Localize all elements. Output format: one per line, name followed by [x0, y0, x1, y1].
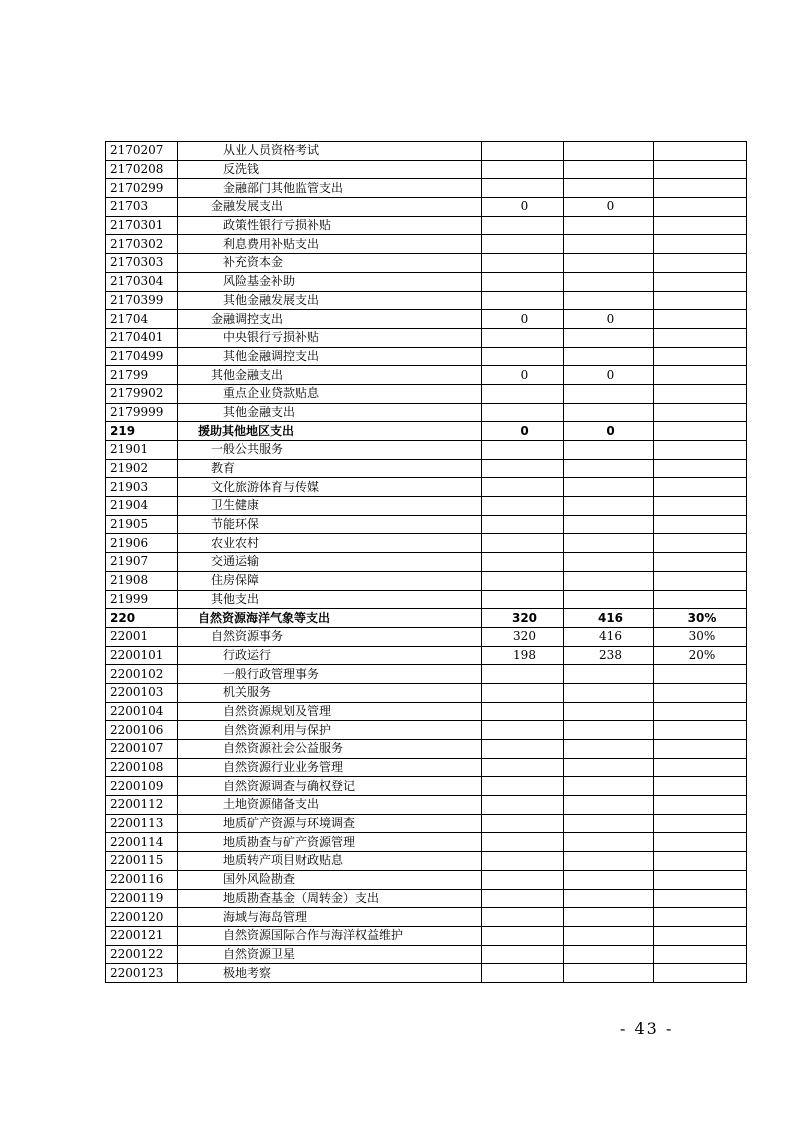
- table-row: [106, 310, 747, 329]
- table-row: [106, 964, 747, 983]
- cell-code: 2170207: [106, 142, 178, 161]
- cell-code: 2200104: [106, 702, 178, 721]
- cell-name: 自然资源行业业务管理: [178, 758, 482, 777]
- cell-name: 援助其他地区支出: [178, 422, 482, 441]
- cell-name: 极地考察: [178, 964, 482, 983]
- table-row: [106, 665, 747, 684]
- cell-code: 2200107: [106, 740, 178, 759]
- cell-value-1: [482, 179, 564, 198]
- page-number: - 43 -: [620, 1019, 674, 1038]
- cell-value-1: [482, 702, 564, 721]
- table-row: [106, 609, 747, 628]
- table-row: [106, 403, 747, 422]
- cell-value-2: 0: [564, 310, 654, 329]
- cell-value-1: [482, 889, 564, 908]
- cell-name: 文化旅游体育与传媒: [178, 478, 482, 497]
- cell-value-2: [564, 235, 654, 254]
- cell-code: 2170302: [106, 235, 178, 254]
- cell-value-2: [564, 441, 654, 460]
- cell-value-3: [654, 702, 747, 721]
- cell-value-2: [564, 478, 654, 497]
- cell-name: 一般公共服务: [178, 441, 482, 460]
- table-row: [106, 216, 747, 235]
- cell-name: 自然资源调查与确权登记: [178, 777, 482, 796]
- cell-value-2: [564, 665, 654, 684]
- table-row: [106, 889, 747, 908]
- cell-value-3: [654, 571, 747, 590]
- cell-code: 22001: [106, 627, 178, 646]
- table-row: [106, 553, 747, 572]
- cell-value-2: [564, 291, 654, 310]
- cell-name: 教育: [178, 459, 482, 478]
- cell-name: 自然资源利用与保护: [178, 721, 482, 740]
- cell-value-3: [654, 889, 747, 908]
- cell-value-1: 0: [482, 198, 564, 217]
- cell-value-1: [482, 721, 564, 740]
- cell-value-1: 0: [482, 366, 564, 385]
- cell-code: 2200102: [106, 665, 178, 684]
- cell-value-2: [564, 216, 654, 235]
- cell-value-2: [564, 702, 654, 721]
- cell-name: 其他金融调控支出: [178, 347, 482, 366]
- cell-value-2: [564, 384, 654, 403]
- cell-value-3: 30%: [654, 609, 747, 628]
- cell-value-1: [482, 553, 564, 572]
- cell-code: 21903: [106, 478, 178, 497]
- cell-code: 2170401: [106, 328, 178, 347]
- cell-code: 2170208: [106, 160, 178, 179]
- cell-value-3: [654, 945, 747, 964]
- cell-value-3: [654, 814, 747, 833]
- cell-value-3: [654, 160, 747, 179]
- cell-value-2: [564, 870, 654, 889]
- cell-value-2: [564, 908, 654, 927]
- cell-value-2: 416: [564, 609, 654, 628]
- cell-code: 2200109: [106, 777, 178, 796]
- cell-value-2: [564, 553, 654, 572]
- cell-value-3: [654, 852, 747, 871]
- cell-value-2: [564, 403, 654, 422]
- cell-value-1: 0: [482, 310, 564, 329]
- cell-value-3: [654, 740, 747, 759]
- cell-name: 反洗钱: [178, 160, 482, 179]
- cell-value-2: [564, 142, 654, 161]
- cell-value-1: [482, 777, 564, 796]
- cell-value-2: [564, 758, 654, 777]
- cell-value-2: [564, 777, 654, 796]
- table-row: [106, 384, 747, 403]
- cell-name: 地质勘查与矿产资源管理: [178, 833, 482, 852]
- cell-value-3: [654, 478, 747, 497]
- cell-code: 21907: [106, 553, 178, 572]
- cell-code: 220: [106, 609, 178, 628]
- cell-value-1: [482, 142, 564, 161]
- cell-value-3: [654, 328, 747, 347]
- table-row: [106, 646, 747, 665]
- cell-name: 自然资源国际合作与海洋权益维护: [178, 926, 482, 945]
- table-row: [106, 459, 747, 478]
- cell-value-1: 320: [482, 609, 564, 628]
- table-row: [106, 814, 747, 833]
- cell-value-3: [654, 347, 747, 366]
- cell-value-3: [654, 441, 747, 460]
- cell-value-2: 0: [564, 422, 654, 441]
- table-row: [106, 366, 747, 385]
- table-row: [106, 796, 747, 815]
- cell-value-1: [482, 852, 564, 871]
- cell-code: 2200103: [106, 683, 178, 702]
- cell-code: 2179999: [106, 403, 178, 422]
- cell-code: 21901: [106, 441, 178, 460]
- cell-value-3: [654, 198, 747, 217]
- cell-name: 金融部门其他监管支出: [178, 179, 482, 198]
- table-row: [106, 721, 747, 740]
- cell-value-1: [482, 347, 564, 366]
- cell-value-3: [654, 142, 747, 161]
- cell-name: 其他金融发展支出: [178, 291, 482, 310]
- cell-code: 219: [106, 422, 178, 441]
- cell-value-1: [482, 328, 564, 347]
- cell-value-1: [482, 515, 564, 534]
- table-row: [106, 198, 747, 217]
- table-row: [106, 328, 747, 347]
- cell-value-3: [654, 254, 747, 273]
- cell-value-1: [482, 384, 564, 403]
- cell-value-3: [654, 366, 747, 385]
- cell-value-3: [654, 777, 747, 796]
- cell-value-2: 0: [564, 198, 654, 217]
- cell-value-3: [654, 291, 747, 310]
- cell-code: 2170304: [106, 272, 178, 291]
- table-row: [106, 777, 747, 796]
- cell-value-1: [482, 926, 564, 945]
- cell-value-1: [482, 497, 564, 516]
- cell-code: 2170399: [106, 291, 178, 310]
- cell-value-3: 30%: [654, 627, 747, 646]
- table-row: [106, 272, 747, 291]
- table-row: [106, 945, 747, 964]
- cell-code: 2200119: [106, 889, 178, 908]
- cell-value-3: [654, 683, 747, 702]
- table-row: [106, 683, 747, 702]
- table-row: [106, 758, 747, 777]
- cell-value-2: [564, 721, 654, 740]
- cell-value-3: [654, 721, 747, 740]
- cell-value-2: [564, 160, 654, 179]
- table-row: [106, 926, 747, 945]
- cell-value-3: [654, 403, 747, 422]
- cell-code: 2200115: [106, 852, 178, 871]
- cell-code: 2200123: [106, 964, 178, 983]
- cell-value-2: [564, 945, 654, 964]
- cell-value-3: [654, 384, 747, 403]
- cell-code: 2200121: [106, 926, 178, 945]
- cell-name: 地质勘查基金（周转金）支出: [178, 889, 482, 908]
- table-row: [106, 702, 747, 721]
- table-row: [106, 441, 747, 460]
- table-row: [106, 347, 747, 366]
- cell-value-3: [654, 796, 747, 815]
- cell-name: 重点企业贷款贴息: [178, 384, 482, 403]
- table-row: [106, 627, 747, 646]
- cell-value-1: [482, 908, 564, 927]
- cell-name: 利息费用补贴支出: [178, 235, 482, 254]
- cell-value-1: [482, 254, 564, 273]
- cell-code: 21999: [106, 590, 178, 609]
- cell-code: 2170299: [106, 179, 178, 198]
- cell-value-2: [564, 272, 654, 291]
- cell-value-1: [482, 571, 564, 590]
- table-row: [106, 833, 747, 852]
- cell-value-1: [482, 272, 564, 291]
- cell-name: 海域与海岛管理: [178, 908, 482, 927]
- cell-value-1: [482, 459, 564, 478]
- cell-name: 农业农村: [178, 534, 482, 553]
- cell-value-3: [654, 553, 747, 572]
- table-row: [106, 422, 747, 441]
- cell-code: 21902: [106, 459, 178, 478]
- cell-code: 2170301: [106, 216, 178, 235]
- cell-value-2: [564, 347, 654, 366]
- cell-value-2: [564, 889, 654, 908]
- cell-name: 一般行政管理事务: [178, 665, 482, 684]
- cell-value-3: [654, 422, 747, 441]
- table-row: [106, 497, 747, 516]
- cell-value-3: [654, 908, 747, 927]
- table-row: [106, 908, 747, 927]
- cell-value-3: [654, 833, 747, 852]
- cell-value-3: [654, 926, 747, 945]
- table-row: [106, 142, 747, 161]
- cell-value-1: [482, 590, 564, 609]
- cell-value-1: 0: [482, 422, 564, 441]
- cell-code: 2200120: [106, 908, 178, 927]
- cell-value-2: [564, 459, 654, 478]
- cell-name: 补充资本金: [178, 254, 482, 273]
- cell-code: 2200113: [106, 814, 178, 833]
- cell-value-1: [482, 235, 564, 254]
- cell-name: 住房保障: [178, 571, 482, 590]
- table-row: [106, 534, 747, 553]
- cell-name: 自然资源社会公益服务: [178, 740, 482, 759]
- cell-value-3: [654, 964, 747, 983]
- cell-code: 2200101: [106, 646, 178, 665]
- cell-value-3: [654, 665, 747, 684]
- cell-value-1: [482, 740, 564, 759]
- cell-code: 2200108: [106, 758, 178, 777]
- cell-name: 其他支出: [178, 590, 482, 609]
- cell-code: 2200114: [106, 833, 178, 852]
- cell-value-2: 238: [564, 646, 654, 665]
- budget-table-body: [106, 142, 747, 983]
- cell-value-3: [654, 497, 747, 516]
- cell-value-2: 416: [564, 627, 654, 646]
- table-row: [106, 179, 747, 198]
- cell-value-2: [564, 926, 654, 945]
- cell-code: 21905: [106, 515, 178, 534]
- cell-name: 卫生健康: [178, 497, 482, 516]
- cell-value-3: [654, 534, 747, 553]
- cell-value-1: [482, 160, 564, 179]
- cell-value-1: [482, 758, 564, 777]
- cell-name: 从业人员资格考试: [178, 142, 482, 161]
- cell-value-2: 0: [564, 366, 654, 385]
- table-row: [106, 291, 747, 310]
- cell-value-3: [654, 515, 747, 534]
- cell-code: 2200116: [106, 870, 178, 889]
- cell-value-1: [482, 216, 564, 235]
- cell-code: 2170303: [106, 254, 178, 273]
- cell-value-2: [564, 852, 654, 871]
- cell-value-2: [564, 515, 654, 534]
- cell-value-1: [482, 403, 564, 422]
- cell-value-1: [482, 291, 564, 310]
- cell-code: 2200122: [106, 945, 178, 964]
- cell-name: 自然资源卫星: [178, 945, 482, 964]
- cell-value-3: [654, 216, 747, 235]
- cell-value-3: [654, 590, 747, 609]
- cell-value-2: [564, 683, 654, 702]
- cell-value-2: [564, 497, 654, 516]
- table-row: [106, 515, 747, 534]
- cell-value-1: [482, 814, 564, 833]
- cell-value-3: [654, 179, 747, 198]
- cell-code: 21906: [106, 534, 178, 553]
- cell-value-2: [564, 328, 654, 347]
- cell-name: 自然资源海洋气象等支出: [178, 609, 482, 628]
- cell-name: 风险基金补助: [178, 272, 482, 291]
- cell-name: 土地资源储备支出: [178, 796, 482, 815]
- cell-value-2: [564, 179, 654, 198]
- cell-value-3: 20%: [654, 646, 747, 665]
- cell-value-1: [482, 833, 564, 852]
- cell-value-2: [564, 814, 654, 833]
- table-row: [106, 870, 747, 889]
- cell-value-3: [654, 235, 747, 254]
- cell-code: 2170499: [106, 347, 178, 366]
- cell-value-3: [654, 272, 747, 291]
- cell-code: 21703: [106, 198, 178, 217]
- table-row: [106, 254, 747, 273]
- cell-value-3: [654, 459, 747, 478]
- cell-value-2: [564, 833, 654, 852]
- table-row: [106, 740, 747, 759]
- table-row: [106, 590, 747, 609]
- cell-value-2: [564, 740, 654, 759]
- cell-name: 自然资源事务: [178, 627, 482, 646]
- cell-value-1: [482, 964, 564, 983]
- cell-code: 21904: [106, 497, 178, 516]
- cell-value-2: [564, 964, 654, 983]
- cell-value-3: [654, 870, 747, 889]
- cell-name: 金融发展支出: [178, 198, 482, 217]
- cell-code: 2179902: [106, 384, 178, 403]
- cell-value-1: [482, 534, 564, 553]
- cell-value-1: [482, 796, 564, 815]
- cell-name: 节能环保: [178, 515, 482, 534]
- cell-name: 交通运输: [178, 553, 482, 572]
- cell-value-1: 320: [482, 627, 564, 646]
- cell-value-3: [654, 310, 747, 329]
- table-row: [106, 235, 747, 254]
- cell-value-2: [564, 590, 654, 609]
- cell-code: 21799: [106, 366, 178, 385]
- cell-name: 金融调控支出: [178, 310, 482, 329]
- cell-name: 地质转产项目财政贴息: [178, 852, 482, 871]
- cell-value-2: [564, 796, 654, 815]
- cell-name: 政策性银行亏损补贴: [178, 216, 482, 235]
- table-row: [106, 852, 747, 871]
- cell-value-2: [564, 534, 654, 553]
- cell-value-1: [482, 665, 564, 684]
- cell-value-2: [564, 254, 654, 273]
- cell-value-1: [482, 683, 564, 702]
- cell-name: 机关服务: [178, 683, 482, 702]
- cell-name: 地质矿产资源与环境调查: [178, 814, 482, 833]
- cell-code: 2200112: [106, 796, 178, 815]
- cell-code: 21704: [106, 310, 178, 329]
- table-row: [106, 571, 747, 590]
- cell-value-1: [482, 478, 564, 497]
- cell-name: 其他金融支出: [178, 366, 482, 385]
- cell-value-1: [482, 441, 564, 460]
- cell-name: 其他金融支出: [178, 403, 482, 422]
- cell-value-3: [654, 758, 747, 777]
- cell-code: 2200106: [106, 721, 178, 740]
- table-row: [106, 160, 747, 179]
- cell-name: 行政运行: [178, 646, 482, 665]
- cell-name: 国外风险勘查: [178, 870, 482, 889]
- cell-value-1: 198: [482, 646, 564, 665]
- cell-value-1: [482, 945, 564, 964]
- cell-value-1: [482, 870, 564, 889]
- cell-name: 中央银行亏损补贴: [178, 328, 482, 347]
- table-row: [106, 478, 747, 497]
- cell-value-2: [564, 571, 654, 590]
- cell-code: 21908: [106, 571, 178, 590]
- budget-table: [105, 141, 747, 983]
- cell-name: 自然资源规划及管理: [178, 702, 482, 721]
